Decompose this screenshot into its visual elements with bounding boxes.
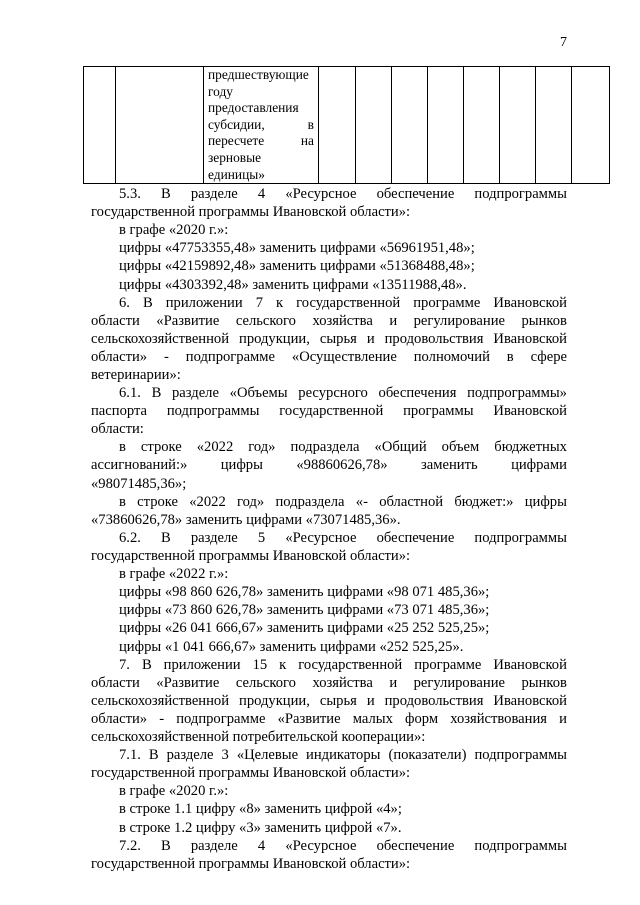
word: и — [366, 330, 375, 347]
word: Ивановской — [493, 294, 567, 311]
word: 5.3. — [119, 186, 141, 202]
word: хозяйства — [312, 674, 373, 691]
text-line — [91, 294, 567, 312]
word: малых — [352, 710, 393, 727]
word: приложении — [163, 656, 241, 673]
text-line — [91, 493, 567, 511]
cell-word: пересчете — [208, 133, 265, 149]
text-line: в строке 1.2 цифру «3» заменить цифрой «7». — [119, 819, 402, 836]
paragraph — [91, 438, 567, 492]
word: - — [159, 710, 165, 727]
word: форм — [405, 710, 439, 727]
word: в — [119, 493, 126, 510]
word: «Ресурсное — [285, 529, 357, 546]
word: Ивановской — [493, 656, 567, 673]
word: обеспечение — [376, 186, 455, 202]
word: «Развитие — [156, 674, 220, 691]
word: Ивановской — [493, 403, 567, 420]
word: обеспечение — [376, 837, 455, 854]
word: подпрограмме — [185, 348, 276, 365]
word: регулирование — [413, 674, 505, 691]
text-line: «98071485,36»; — [91, 475, 187, 492]
word: в — [119, 439, 126, 456]
word: В — [148, 747, 159, 764]
table-cell — [84, 67, 116, 184]
text-line: государственной программы Ивановской области»: — [91, 547, 411, 564]
text-line — [91, 185, 567, 203]
word: продукции, — [239, 330, 310, 347]
word: «2022 — [189, 493, 226, 510]
word: подпрограммы» — [467, 385, 567, 402]
text-line: цифры «4303392,48» заменить цифрами «13511988,48». — [119, 276, 467, 293]
text-line: области: — [91, 421, 144, 438]
word: 4 — [257, 186, 266, 202]
word: подпрограммы — [474, 186, 567, 202]
word: обеспечения — [378, 385, 457, 402]
word: индикаторы — [306, 747, 381, 764]
table-cell — [500, 67, 536, 184]
word: приложении — [165, 294, 243, 311]
text-line — [91, 529, 567, 547]
text-line — [91, 348, 567, 366]
word: подраздела — [290, 439, 360, 456]
word: В — [141, 656, 152, 673]
word: цифрами — [511, 457, 567, 474]
word: сельскохозяйственной — [91, 330, 230, 347]
word: «Ресурсное — [285, 186, 357, 202]
text-line — [91, 692, 567, 710]
word: государственной — [296, 294, 401, 311]
word: «Развитие — [277, 710, 341, 727]
word: сельского — [235, 674, 296, 691]
word: обеспечение — [376, 529, 455, 546]
word: «Целевые — [236, 747, 299, 764]
text-line — [91, 402, 567, 420]
paragraph — [91, 800, 567, 818]
word: «Объемы — [229, 385, 288, 402]
word: паспорта — [91, 403, 148, 420]
word: области — [91, 674, 140, 691]
word: сырья — [319, 330, 357, 347]
word: строке — [137, 493, 178, 510]
text-line — [91, 330, 567, 348]
text-line: цифры «42159892,48» заменить цифрами «51368488,48»; — [119, 258, 475, 275]
text-line: цифры «98 860 626,78» заменить цифрами «98 071 485,36»; — [119, 584, 490, 601]
word: - — [164, 348, 169, 365]
cell-line: зерновые — [208, 149, 262, 165]
word: продовольствия — [384, 692, 484, 709]
word: строке — [140, 439, 182, 456]
paragraph — [91, 782, 567, 800]
paragraph — [91, 493, 567, 529]
word: подпрограмме — [176, 710, 266, 727]
word: областной — [379, 493, 444, 510]
word: «98860626,78» — [296, 457, 388, 474]
word: рынков — [521, 674, 567, 691]
paragraph — [91, 529, 567, 565]
table-cell — [392, 67, 428, 184]
text-line — [91, 746, 567, 764]
word: бюджет:» — [454, 493, 514, 510]
text-line: государственной программы Ивановской области»: — [91, 855, 411, 872]
word: подпрограммы — [166, 403, 260, 420]
word: подраздела — [275, 493, 345, 510]
text-line: в графе «2022 г.»: — [119, 566, 229, 583]
word: подпрограммы — [474, 837, 567, 854]
text-line: в строке 1.1 цифру «8» заменить цифрой «4»; — [119, 801, 402, 818]
word: разделе — [190, 529, 238, 546]
word: В — [161, 186, 171, 202]
text-line — [91, 456, 567, 474]
word: хозяйствования — [450, 710, 547, 727]
page-number: 7 — [560, 35, 567, 50]
text-line — [91, 312, 567, 330]
paragraph — [91, 819, 567, 837]
paragraph — [91, 185, 567, 221]
paragraph — [91, 619, 567, 637]
word: год» — [236, 493, 265, 510]
word: «- — [355, 493, 368, 510]
table-cell — [572, 67, 610, 184]
word: 6.2. — [119, 529, 141, 546]
cell-word: на — [300, 133, 314, 149]
word: программе — [413, 294, 481, 311]
word: 6.1. — [119, 385, 141, 402]
word: (показатели) — [388, 747, 467, 764]
table-cell — [428, 67, 464, 184]
cell-line — [208, 117, 314, 134]
word: хозяйства — [312, 312, 373, 329]
paragraph — [91, 239, 567, 257]
word: 3 — [221, 747, 229, 764]
cell-word: в — [307, 116, 314, 132]
word: «Осуществление — [291, 348, 397, 365]
word: 7.2. — [119, 837, 141, 854]
text-line — [91, 837, 567, 855]
paragraph — [91, 638, 567, 656]
text-line — [91, 656, 567, 674]
word: программы — [403, 403, 474, 420]
word: бюджетных — [494, 439, 567, 456]
table-row — [84, 67, 610, 184]
text-line: ветеринарии»: — [91, 366, 181, 383]
word: регулирование — [413, 312, 505, 329]
word: ассигнований:» — [91, 457, 188, 474]
text-line — [91, 710, 567, 728]
word: государственной — [279, 403, 384, 420]
text-line: в графе «2020 г.»: — [119, 222, 229, 239]
table-cell — [319, 67, 356, 184]
table-cell — [356, 67, 392, 184]
word: В — [151, 385, 162, 402]
text-line: цифры «1 041 666,67» заменить цифрами «252 525,25». — [119, 638, 464, 655]
word: 4 — [257, 837, 266, 854]
table-cell — [536, 67, 572, 184]
word: Ивановской — [493, 692, 567, 709]
text-line: «73860626,78» заменить цифрами «73071485,36». — [91, 511, 401, 528]
table-cell-text — [204, 67, 319, 184]
word: области» — [91, 348, 148, 365]
text-line: государственной программы Ивановской области»: — [91, 765, 411, 782]
word: продовольствия — [384, 330, 484, 347]
paragraph — [91, 384, 567, 438]
word: и — [389, 674, 398, 691]
word: 7. — [119, 656, 130, 673]
word: цифры — [220, 457, 263, 474]
word: 6. — [119, 294, 130, 311]
text-line: сельскохозяйственной потребительской кооперации»: — [91, 728, 426, 745]
word: рынков — [521, 312, 567, 329]
word: 7.1. — [119, 747, 141, 764]
word: продукции, — [239, 692, 310, 709]
text-line: цифры «26 041 666,67» заменить цифрами «25 252 525,25»; — [119, 620, 490, 637]
paragraph — [91, 601, 567, 619]
word: области» — [91, 710, 148, 727]
text-line — [91, 674, 567, 692]
word: и — [366, 692, 375, 709]
table-cell — [464, 67, 500, 184]
word: год» — [248, 439, 276, 456]
word: государственной — [298, 656, 403, 673]
paragraph — [91, 565, 567, 583]
paragraph — [91, 257, 567, 275]
word: разделе — [172, 385, 219, 402]
word: разделе — [166, 747, 214, 764]
word: цифры — [524, 493, 567, 510]
word: подпрограммы — [474, 747, 567, 764]
word: программе — [414, 656, 482, 673]
word: объем — [441, 439, 480, 456]
cell-line: единицы» — [208, 166, 265, 182]
paragraph — [91, 746, 567, 782]
word: 5 — [257, 529, 266, 546]
word: полномочий — [413, 348, 490, 365]
text-line: цифры «73 860 626,78» заменить цифрами «73 071 485,36»; — [119, 602, 490, 619]
text-line — [91, 384, 567, 402]
word: к — [279, 656, 287, 673]
word: заменить — [421, 457, 478, 474]
word: области — [91, 312, 140, 329]
word: к — [276, 294, 284, 311]
table-cell — [116, 67, 204, 184]
word: «2022 — [196, 439, 234, 456]
table-fragment — [83, 66, 610, 184]
word: разделе — [190, 186, 238, 202]
word: сырья — [319, 692, 357, 709]
text-line: цифры «47753355,48» заменить цифрами «56961951,48»; — [119, 240, 475, 257]
cell-word: субсидии, — [208, 116, 265, 132]
word: и — [389, 312, 398, 329]
word: «Ресурсное — [285, 837, 357, 854]
word: сельского — [235, 312, 296, 329]
text-line: в графе «2020 г.»: — [119, 783, 229, 800]
paragraph — [91, 656, 567, 746]
word: сфере — [530, 348, 567, 365]
cell-line: предшествующие — [208, 67, 309, 82]
paragraph — [91, 837, 567, 873]
word: «Развитие — [156, 312, 220, 329]
word: В — [161, 837, 171, 854]
paragraph — [91, 583, 567, 601]
word: подпрограммы — [474, 529, 567, 546]
word: разделе — [190, 837, 238, 854]
text-line — [91, 438, 567, 456]
word: 7 — [255, 294, 264, 311]
word: и — [559, 710, 567, 727]
cell-line — [208, 133, 314, 150]
word: Ивановской — [493, 330, 567, 347]
word: В — [161, 529, 171, 546]
word: В — [142, 294, 153, 311]
word: сельскохозяйственной — [91, 692, 230, 709]
text-line: государственной программы Ивановской области»: — [91, 204, 411, 221]
word: ресурсного — [298, 385, 368, 402]
cell-line: году — [208, 83, 233, 99]
cell-line: предоставления — [208, 100, 299, 116]
paragraph — [91, 294, 567, 384]
paragraph — [91, 276, 567, 294]
word: 15 — [252, 656, 268, 673]
word: в — [506, 348, 514, 365]
paragraph — [91, 221, 567, 239]
word: «Общий — [374, 439, 427, 456]
